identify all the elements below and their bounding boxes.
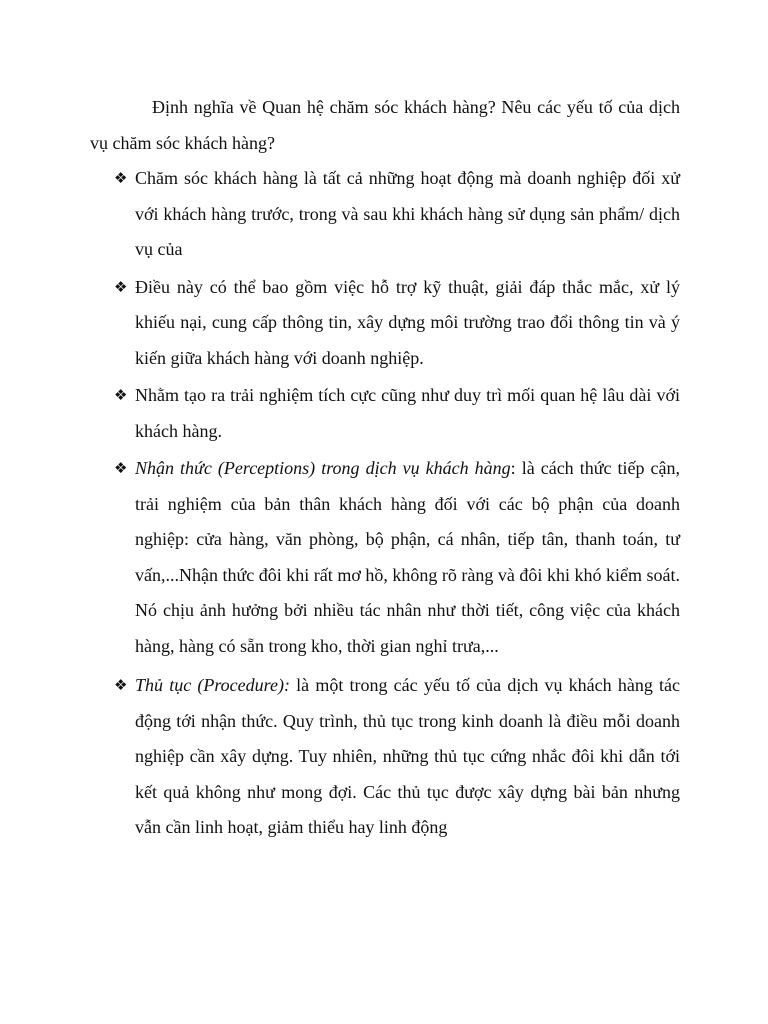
- bullet-term: Thủ tục (Procedure):: [135, 675, 290, 695]
- bullet-term: Nhận thức (Perceptions) trong dịch vụ khách hàng: [135, 458, 511, 478]
- bullet-list: [90, 161, 680, 846]
- bullet-item-scope: [90, 270, 680, 377]
- bullet-text: : là cách thức tiếp cận, trải nghiệm của bản thân khách hàng đối với các bộ phận của doanh nghiệp: cửa hàng, văn phòng, bộ phận, cá nhân, tiếp tân, thanh toán, tư vấn,...Nhận thức đôi khi rất mơ hồ, không rõ ràng và đôi khi khó kiểm soát. Nó chịu ảnh hưởng bởi nhiều tác nhân như thời tiết, công việc của khách hàng, hàng có sẵn trong kho, thời gian nghỉ trưa,...: [135, 458, 681, 656]
- four-diamond-bullet-icon: ❖: [114, 169, 128, 187]
- bullet-item-procedure: [90, 668, 680, 846]
- four-diamond-bullet-icon: ❖: [114, 676, 128, 694]
- bullet-text: Điều này có thể bao gồm việc hỗ trợ kỹ thuật, giải đáp thắc mắc, xử lý khiếu nại, cung cấp thông tin, xây dựng môi trường trao đổi thông tin và ý kiến giữa khách hàng với doanh nghiệp.: [135, 276, 680, 368]
- bullet-item-perceptions: [90, 451, 680, 664]
- bullet-text: Nhằm tạo ra trải nghiệm tích cực cũng như duy trì mối quan hệ lâu dài với khách hàng.: [135, 385, 680, 441]
- bullet-text: là một trong các yếu tố của dịch vụ khách hàng tác động tới nhận thức. Quy trình, thủ tục trong kinh doanh là điều mỗi doanh nghiệp cần xây dựng. Tuy nhiên, những thủ tục cứng nhắc đôi khi dẫn tới kết quả không như mong đợi. Các thủ tục được xây dựng bài bản nhưng vẫn cần linh hoạt, giảm thiểu hay linh động: [135, 675, 680, 837]
- question-heading: Định nghĩa về Quan hệ chăm sóc khách hàng? Nêu các yếu tố của dịch vụ chăm sóc khách hàng?: [90, 97, 680, 153]
- four-diamond-bullet-icon: ❖: [114, 277, 128, 296]
- bullet-text: Chăm sóc khách hàng là tất cả những hoạt động mà doanh nghiệp đối xử với khách hàng trước, trong và sau khi khách hàng sử dụng sản phẩm/ dịch vụ của: [135, 168, 680, 259]
- four-diamond-bullet-icon: ❖: [114, 386, 128, 404]
- bullet-item-purpose: [90, 378, 680, 449]
- four-diamond-bullet-icon: ❖: [114, 459, 128, 477]
- bullet-item-customer-care-definition: [90, 161, 680, 268]
